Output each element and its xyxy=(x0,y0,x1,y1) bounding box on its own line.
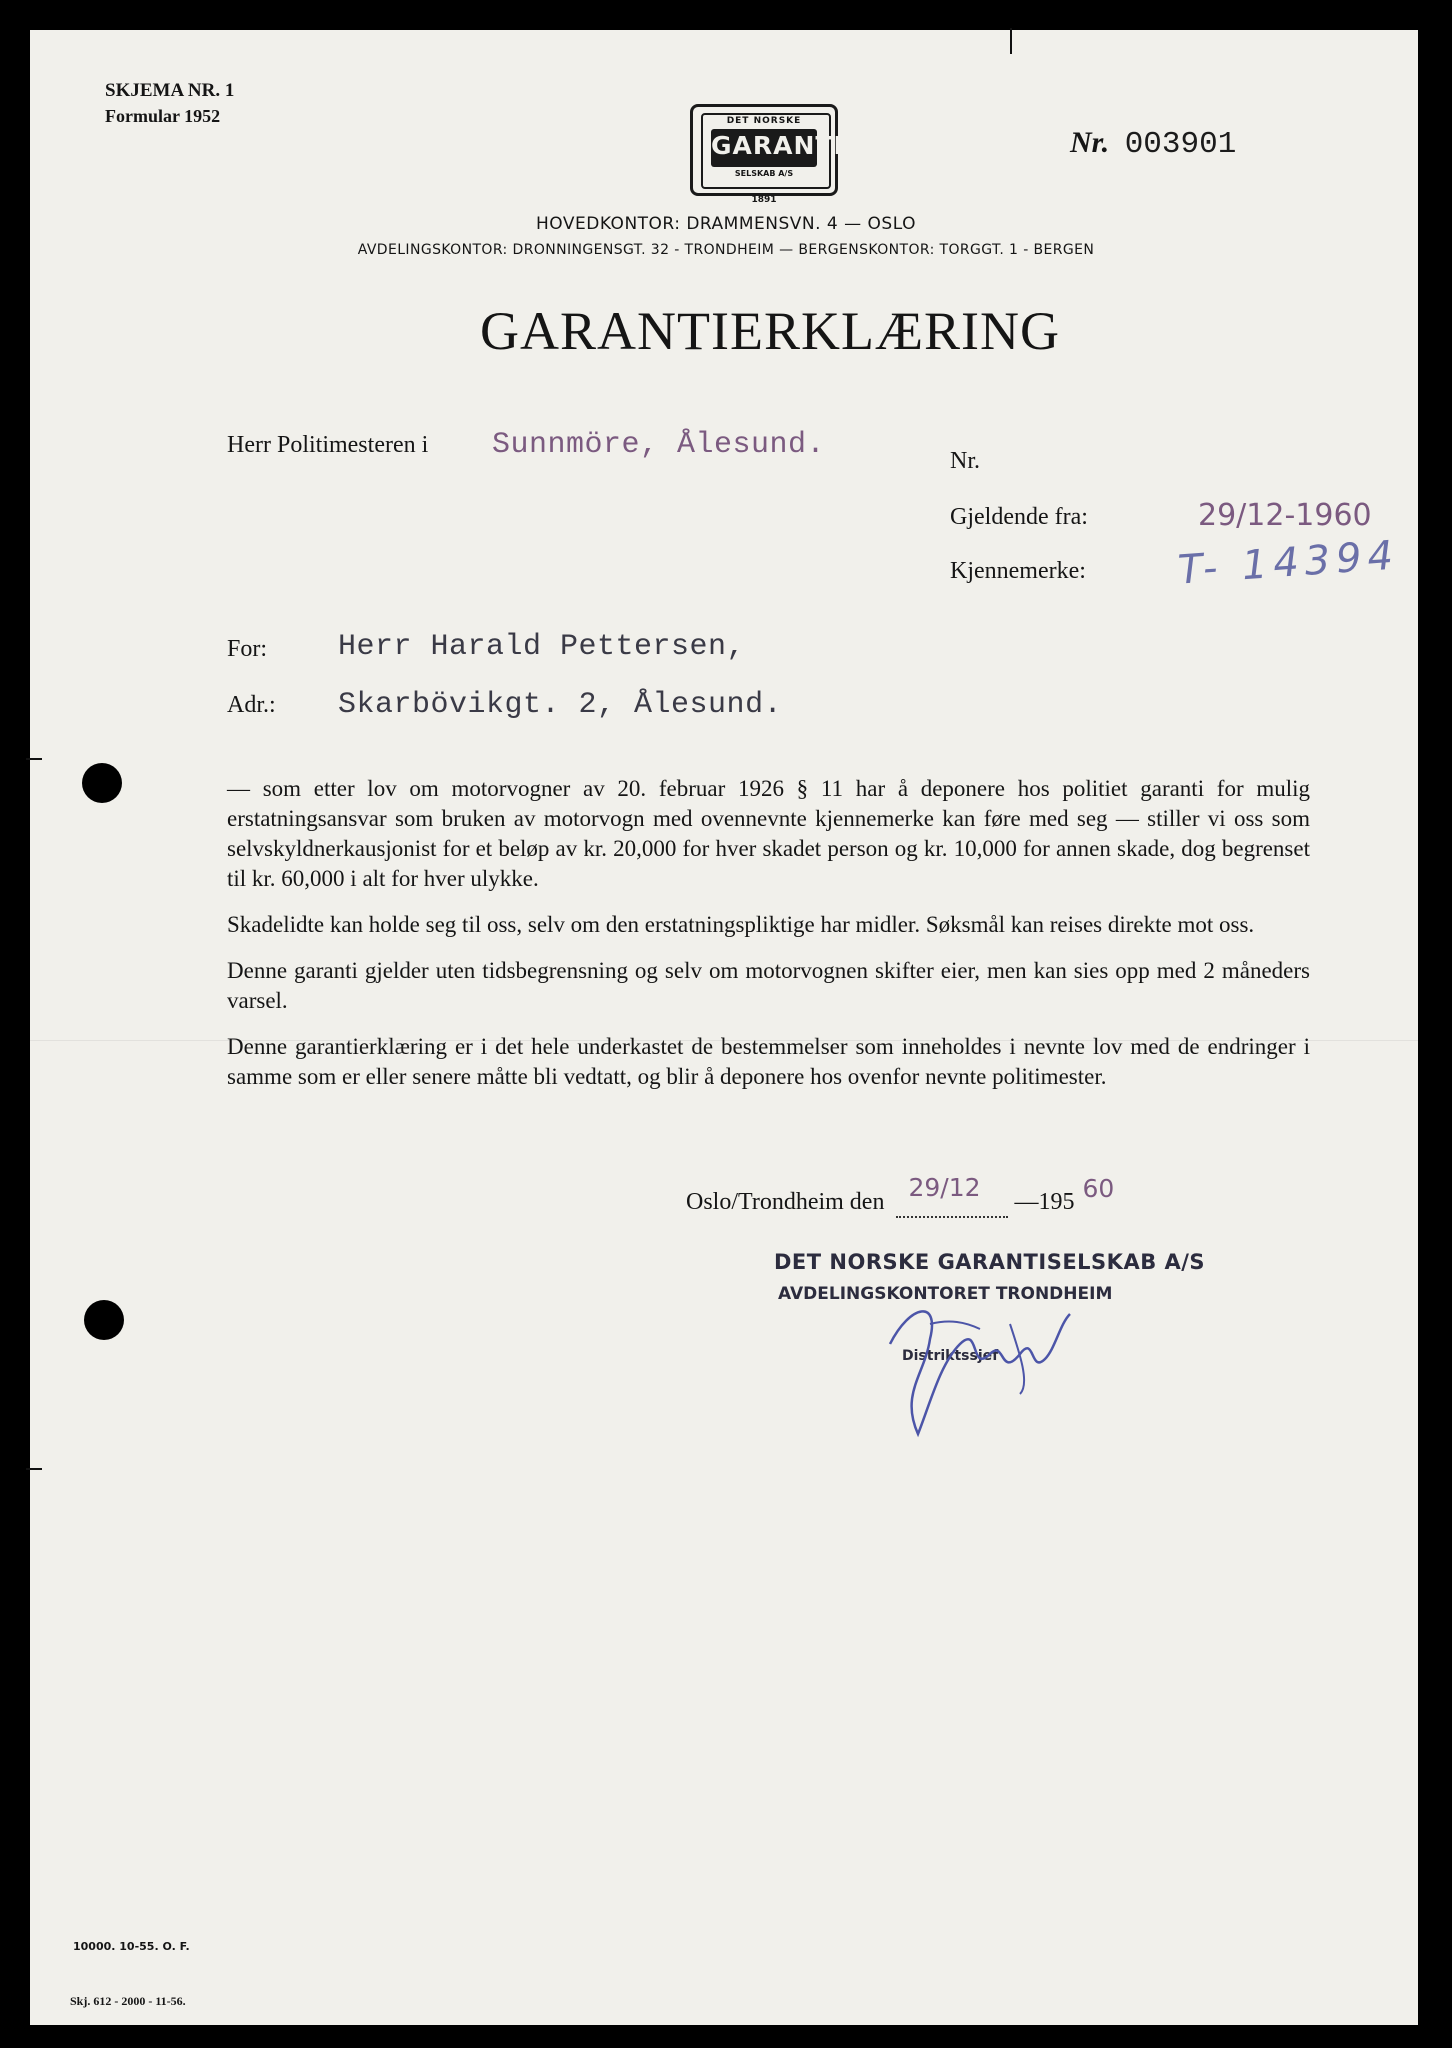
form-year: Formular 1952 xyxy=(105,106,221,126)
address-label: Adr.: xyxy=(227,692,276,718)
page-title: GARANTIERKLÆRING xyxy=(480,301,1060,361)
guarantee-text xyxy=(227,774,1310,1108)
paragraph: Denne garanti gjelder uten tidsbegrensning og selv om motorvognen skifter eier, men kan sies opp med 2 måneders varsel. xyxy=(227,958,1310,1013)
edge-mark xyxy=(26,1468,42,1470)
place-text: Oslo/Trondheim den xyxy=(686,1189,885,1215)
registration-value: T- 14394 xyxy=(1176,532,1401,594)
date-field xyxy=(896,1173,1008,1218)
logo-main-text: GARANTI xyxy=(711,131,844,160)
nr-label: Nr. xyxy=(950,448,980,474)
form-code: Skj. 612 - 2000 - 11-56. xyxy=(70,1994,186,2008)
company-stamp: DET NORSKE GARANTISELSKAB A/S xyxy=(774,1250,1206,1274)
registration-label: Kjennemerke: xyxy=(950,558,1086,584)
head-office: HOVEDKONTOR: DRAMMENSVN. 4 — OSLO xyxy=(536,214,916,234)
print-code: 10000. 10-55. O. F. xyxy=(73,1940,190,1953)
logo-sub-text: SELSKAB A/S xyxy=(734,169,794,178)
year-handwritten: 60 xyxy=(1082,1174,1115,1203)
year-printed: —195 xyxy=(1014,1189,1075,1215)
place-date-line xyxy=(686,1173,1115,1218)
valid-from-value: 29/12-1960 xyxy=(1198,498,1372,533)
recipient-value: Sunnmöre, Ålesund. xyxy=(492,428,826,462)
stamp-branch: AVDELINGSKONTORET TRONDHEIM xyxy=(778,1284,1113,1304)
paragraph: — som etter lov om motorvogner av 20. februar 1926 § 11 har å deponere hos politiet garanti for mulig erstatningsansvar som bruken av motorvogn med ovennevnte kjennemerke kan føre med seg — stiller vi oss som selvskyldnerkausjonist for et beløp av kr. 20,000 for hver skadet person og kr. 10,000 for annen skade, dog begrenset til kr. 60,000 i alt for hver ulykke. xyxy=(227,776,1310,891)
number-prefix: Nr. xyxy=(1070,126,1110,159)
form-schema: SKJEMA NR. 1 xyxy=(105,80,235,101)
address-value: Skarbövikgt. 2, Ålesund. xyxy=(338,688,783,722)
punch-hole xyxy=(82,763,122,803)
logo-top-text: DET NORSKE xyxy=(726,116,802,126)
signature xyxy=(870,1284,1090,1444)
date-handwritten: 29/12 xyxy=(908,1173,981,1202)
for-label: For: xyxy=(227,636,268,662)
company-logo xyxy=(690,104,844,205)
stamp-title: Distriktssjef xyxy=(902,1348,999,1364)
edge-mark xyxy=(26,758,42,760)
paragraph: Denne garantierklæring er i det hele underkastet de bestemmelser som inneholdes i nevnte lov med de endringer i samme som er eller senere måtte bli vedtatt, og blir å deponere hos ovenfor nevnte politimester. xyxy=(227,1034,1310,1089)
recipient-label: Herr Politimesteren i xyxy=(227,432,429,458)
number-value: 003901 xyxy=(1124,127,1237,162)
branch-offices: AVDELINGSKONTOR: DRONNINGENSGT. 32 - TRONDHEIM — BERGENSKONTOR: TORGGT. 1 - BERGEN xyxy=(357,242,1095,258)
paragraph: Skadelidte kan holde seg til oss, selv om den erstatningspliktige har midler. Søksmål kan reises direkte mot oss. xyxy=(227,912,1255,937)
logo-year-text: 1891 xyxy=(751,195,777,205)
edge-mark xyxy=(1010,28,1012,54)
document-number xyxy=(1070,126,1236,162)
for-value: Herr Harald Pettersen, xyxy=(338,630,746,664)
punch-hole xyxy=(84,1300,124,1340)
valid-from-label: Gjeldende fra: xyxy=(950,504,1088,530)
